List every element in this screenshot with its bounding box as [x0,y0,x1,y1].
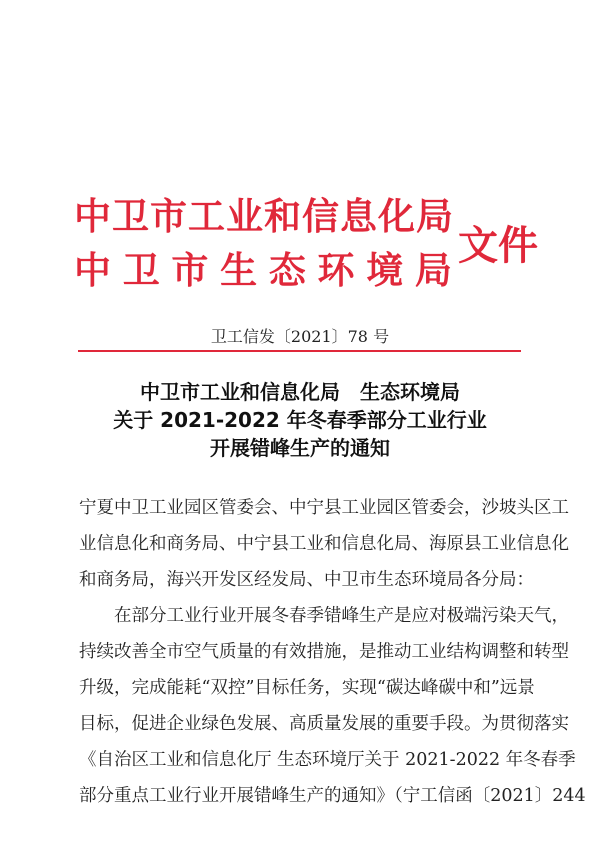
body-line: 升级，完成能耗“双控”目标任务，实现“碳达峰碳中和”远景 [79,678,535,698]
body-line: 和商务局，海兴开发区经发局、中卫市生态环境局各分局： [79,570,534,590]
body-line: 宁夏中卫工业园区管委会、中宁县工业园区管委会，沙坡头区工 [79,498,569,518]
issuer-char: 生 [220,249,258,292]
issuer-line-2 [74,240,452,294]
issuer-char: 环 [317,249,355,292]
issuer-char: 卫 [122,249,160,292]
document-number: 卫工信发〔2021〕78 号 [210,327,390,346]
body-line: 目标，促进企业绿色发展、高质量发展的重要手段。为贯彻落实 [79,714,569,734]
body-line: 在部分工业行业开展冬春季错峰生产是应对极端污染天气， [114,606,569,626]
title-line: 中卫市工业和信息化局 生态环境局 [140,380,460,404]
issuer-char: 局 [414,249,452,292]
issuer-line-1: 中卫市工业和信息化局 [74,195,454,238]
red-divider [78,350,521,352]
body-line: 部分重点工业行业开展错峰生产的通知》（宁工信函〔2021〕244 [79,786,586,806]
issuer-char: 态 [268,249,306,292]
body-line: 业信息化和商务局、中宁县工业和信息化局、海原县工业信息化 [79,534,569,554]
issuer-char: 境 [366,249,404,292]
title-line: 开展错峰生产的通知 [210,436,390,460]
document-suffix: 文件 [458,223,538,269]
issuer-char: 市 [171,249,209,292]
issuer-char: 中 [74,249,111,292]
body-line: 《自治区工业和信息化厅 生态环境厅关于 2021-2022 年冬春季 [79,750,576,770]
body-line: 持续改善全市空气质量的有效措施，是推动工业结构调整和转型 [79,642,569,662]
title-line: 关于 2021-2022 年冬春季部分工业行业 [113,408,487,432]
